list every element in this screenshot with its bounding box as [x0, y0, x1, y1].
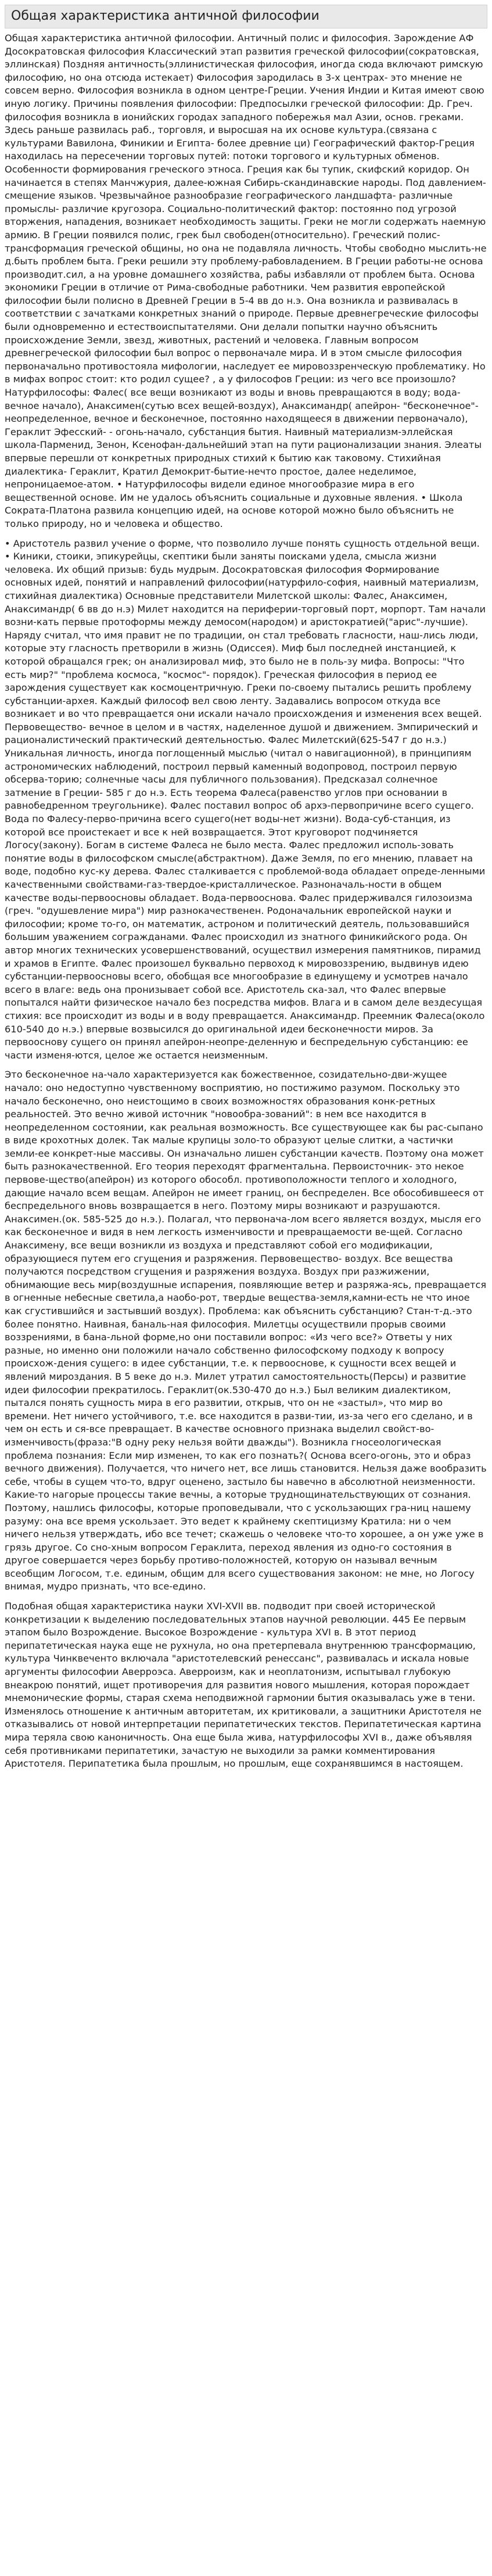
paragraph-presocratic: • Аристотель развил учение о форме, что позволило лучше понять сущность отдельной вещи. • Киники, стоики, эпикурейцы, скептики были заняты поисками удела, смысла жизни человека. Их общий призыв: будь мудрым. Досократовская философия Формирование основных идей, понятий и направлений философии(натурфило-софия, наивный материализм, стихийная диалектика) Основные представители Милетской школы: Фалес, Анаксимен, Анаксимандр( 6 вв до н.э) Милет находится на периферии-торговый порт, морпорт. Там начали возни-кать первые протоформы между демосом(народом) и аристократией("арис"-лучшие). Наряду считал, что имя правит не по традиции, он стал требовать гласности, наш-лись люди, которые эту гласность претворили в жизнь (Одиссея). Миф был последней инстанцией, к которой обращался грек; он анализировал миф, это было не в поль-зу мифа. Вопросы: "Что есть мир?" "проблема космоса, "космос"- порядок). Греческая философия в период ее зарождения существует как космоцентричную. Греки по-своему пытались решить проблему субстанции-архея. Каждый философ вел свою ленту. Задавались вопросом откуда все возникает и во что превращается они искали начало происхождения и изменения всех вещей. Первовещество- вечное в целом и в частях, наделенное душой и движением. Змпирический и рационалистический практический деятельностью. Фалес Милетский(625-547 г до н.э.) Уникальная личность, иногда поглощенный мыслью (читал о навигационной), в принципиям астрономических наблюдений, построил первый каменный водопровод, построил первую обсерва-торию; солнечные часы для публичного пользования). Предсказал солнечное затмение в Греции- 585 г до н.э. Есть теорема Фалеса(равенство углов при основании в равнобедренном треугольнике). Фалес поставил вопрос об архэ-первопричине всего сущего. Вода по Фалесу-перво-причина всего сущего(нет воды-нет жизни). Вода-суб-станция, из которой все проистекает и все к ней возвращается. Этот круговорот подчиняется Логосу(закону). Богам в системе Фалеса не было места. Фалес предложил исполь-зовать понятие воды в философском смысле(абстрактном). Даже Земля, по его мнению, плавает на воде, подобно кус-ку дерева. Фалес сталкивается с проблемой-вода обладает опреде-ленными качественными свойствами-газ-твердое-кристаллическое. Разноначаль-ности в общем качестве воды-первоосновы обладает. Вода-первооснова. Фалес придерживался гилозоизма (греч. "одушевление мира") мир разнокачественен. Родоначальник европейской науки и философии; кроме то-го, он математик, астроном и политический деятель, пользовавшийся большим уважением согражданами. Фалес происходил из знатного финикийского рода. Он автор многих технических усовершенствований, осуществил измерения памятников, пирамид и храмов в Египте. Фалес произошел буквально первоход к мировоззрению, выдвинув идею субстанции-первоосновы всего, обобщая все многообразие в единущему и усмотрев начало всего в влаге: ведь она пронизывает собой все. Аристотель ска-зал, что Фалес впервые попытался найти физическое начало без посредства мифов. Влага и в самом деле вездесущая стихия: все происходит из воды и в воду превращается. Анаксимандр. Преемник Фалеса(около 610-540 до н.э.) впервые возвысился до оригинальной идеи бесконечности миров. За первооснову сущего он принял апейрон-неопре-деленную и беспредельную субстанцию: ее части изменя-ются, целое же остается неизменным. [5, 537, 486, 1061]
page-title: Общая характеристика античной философии [11, 9, 319, 23]
paragraph-scientific-revolution: Подобная общая характеристика науки XVI-XVII вв. подводит при своей исторической конкретизации к выделению последовательных этапов научной революции. 445 Ее первым этапом было Возрождение. Высокое Возрождение - культура XVI в. В этот период перипатетическая наука еще не рухнула, но она претерпевала внутреннюю трансформацию, культура Чинквеченто включала "аристотелевский ренессанс", развивалась и искала новые аргументы философии Аверроэса. Аверроизм, как и неоплатонизм, испытывал глубокую внеакрою понятий, ищет противоречия для развития нового мышления, которая порождает мнемонические формы, старая схема неподвижной гармонии бытия оказывалась уже в тени. Изменялось отношение к античным авторитетам, их критиковали, а защитники Аристотеля не отказывались от новой интерпретации перипатетических текстов. Перипатетическая картина мира теряла свою каноничность. Она еще была жива, натурфилософы XVI в., даже объявляя себя противниками перипатетики, зачастую не выходили за рамки комментирования Аристотеля. Перипатетика была прошлым, но прошлым, еще сохранявшимся в настоящем. [5, 1601, 482, 1770]
paragraph-intro: Общая характеристика античной философии. Античный полис и философия. Зарождение АФ Досократовская философия Классический этап развития греческой философии(сократовская, эллинская) Поздняя античность(эллинистическая философия, иногда сюда включают римскую философию, но она отсюда истекает) Философия зародилась в 3-х центрах- это мнение не совсем верно. Философия возникла в одном центре-Греции. Учения Индии и Китая имеют свою иную логику. Причины появления философии: Предпосылки греческой философии: Др. Греч. философия возникла в ионийских городах западного побережья мал Азии, основ. греками. Здесь раньше развилась раб., торговля, и выросшая на их основе культура.(связана с культурами Вавилона, Финикии и Египта- более древние ци) Географический фактор-Греция находилась на пересечении торговых путей: потоки торгового и культурных обменов. Особенности формирования греческого этноса. Греция как бы тупик, скифский коридор. Он начинается в степях Манчжурия, далее-южная Сибирь-скандинавские народы. Под давлением-смещение языков. Чрезвычайное разнообразие географического ландшафта- различные промыслы- различие кругозора. Социально-политический фактор: постоянно под угрозой вторжения, нападения, возникает необходимость защиты. Греки не могли содержать наемную армию. В Греции появился полис, грек был свободен(относительно). Греческий полис-трансформация греческой общины, но она не подавляла личность. Чтобы свободно мыслить-не д.быть проблем быта. Греки решили эту проблему-рабовладением. В Греции работы-не основа производит.сил, а на уровне домашнего хозяйства, рабы избавляли от проблем быта. Основа экономики Греции в отличие от Рима-свободные работники. Чем развития европейской философии были полисно в Древней Греции в 5-4 вв до н.э. Она возникла и развивалась в соответствии с зачатками конкретных знаний о природе. Первые древнегреческие философы были одновременно и естествоиспытателями. Они делали попытки научно объяснить происхождение Земли, звезд, животных, растений и человека. Главным вопросом древнегреческой философии был вопрос о первоначале мира. И в этом смысле философия первоначально противостояла мифологии, наследует ее мировоззренческую проблематику. Но в мифах вопрос стоит: кто родил сущее? , а у философов Греции: из чего все произошло? Натурфилософы: Фалес( все вещи возникают из воды и вновь превращаются в воду; вода-вечное начало), Анаксимен(сутью всех вещей-воздух), Анаксимандр( апейрон- "бесконечное"-неопределенное, вечное и бесконечное, постоянно находящееся в движении первоначало), Гераклит Эфесский- - огонь-начало, субстанция бытия. Наивный материализм-эллейская школа-Парменид, Зенон, Ксенофан-дальнейший этап на пути рационализации знания. Элеаты впервые перешли от конкретных природных стихий к бытию как таковому. Стихийная диалектика- Гераклит, Кратил Демокрит-бытие-нечто простое, далее неделимое, непроницаемое-атом. • Натурфилософы видели единое многообразие мира в его вещественной основе. Им не удалось объяснить социальные и духовные явления. • Школа Сократа-Платона развила концепцию идей, на основе которой можно было объяснить не только природу, но и человека и общество. [5, 33, 487, 529]
page-header [5, 5, 487, 28]
article-body [5, 32, 487, 1771]
paragraph-apeiron-heraclitus: Это бесконечное на-чало характеризуется как божественное, созидательно-дви-жущее начало: оно недоступно чувственному восприятию, но постижимо разумом. Поскольку это начало бесконечно, оно неистощимо в своих возможностях образования конк-ретных реальностей. Это вечно живой источник "новообра-зований": в нем все находится в неопределенном состоянии, как реальная возможность. Все существующее как бы рас-сыпано в виде крохотных долек. Так малые крупицы золо-то образуют целые слитки, а частички земли-ее конкрет-ные массивы. Он изначально лишен субстанции качеств. Поэтому она может быть разнокачественной. Его теория переходят фрагментальна. Первоисточник- это некое первове-щество(апейрон) из которого обособл. противоположности теплого и холодного, дающие начало всем вещам. Апейрон не имеет границ, он беспределен. Все обособившееся от беспредельного вновь возвращается в него. Поэтому миры возникают и разрушаются. Анаксимен.(ок. 585-525 до н.э.). Полагал, что первонача-лом всего является воздух, мысля его как бесконечное и видя в нем легкость изменчивости и превращаемости ве-щей. Согласно Анаксимену, все вещи возникли из воздуха и представляют собой его модификации, образующиеся путем его сгущения и разряжения. Первовещество- воздух. Все вещества получаются посредством сгущения и разряжения воздуха. Воздух при разжижении, обнимающие весь мир(воздушные испарения, появляющие ветер и разряжа-ясь, превращается в огненные небесные светила,а наобо-рот, твердые вещества-земля,камни-есть не что иное как сгустившийся и застывший воздух). Проблема: как объяснить субстанцию? Стан-т-д.-это более понятно. Наивная, баналь-ная философия. Милетцы осуществили прорыв своими воззрениями, в бана-льной форме,но они поставили вопрос: «Из чего все?» Ответы у них разные, но именно они положили начало собственно философскому подходу к вопросу происхож-дения сущего: в идее субстанции, т.е. к первооснове, к сущности всех вещей и явлений мироздания. В 5 веке до н.э. Милет утратил самостоятельность(Персы) и развитие идеи философии прекратилось. Гераклит(ок.530-470 до н.э.) Был великим диалектиком, пытался понять сущность мира в его развитии, открыв, что он не «застыл», что мир во времени. Нет ничего устойчивого, т.е. все находится в разви-тии, из-за чего его сделано, и в чем он есть и ся-все превращает. В качестве основного признака выделил свойст-во-изменчивость(фраза:"В одну реку нельзя войти дважды"). Возникла гносеологическая проблема познания: Если мир изменен, то как его познать?( Основа всего-огонь, это и образ вечного движения). Получается, что ничего нет, все лишь становится. Нельзя даже вообразить себе, чтобы в сущем что-то, вдруг оценено, застыло бы навечно в абсолютной неизменности. Какие-то нагорые процессы такие вечны, а которые труднощинательствующих от сознания. Поэтому, нашлись философы, которые проповедывали, что с ускользающих гра-ниц нашему разуму: она все время ускользает. Это ведет к крайнему скептицизму Кратила: ни о чем ничего нельзя утверждать, ибо все течет; скажешь о человеке что-то хорошее, а он уже уже в грязь другое. Со сно-хным вопросом Гераклита, переход явления из одно-го состояния в другое совершается через борьбу противо-положностей, которую он называл вечным всеобщим Логосом, т.е. единым, общим для всего существования законом: не мне, но Логосу внимая, мудро признать, что все-едино. [5, 1069, 487, 1592]
